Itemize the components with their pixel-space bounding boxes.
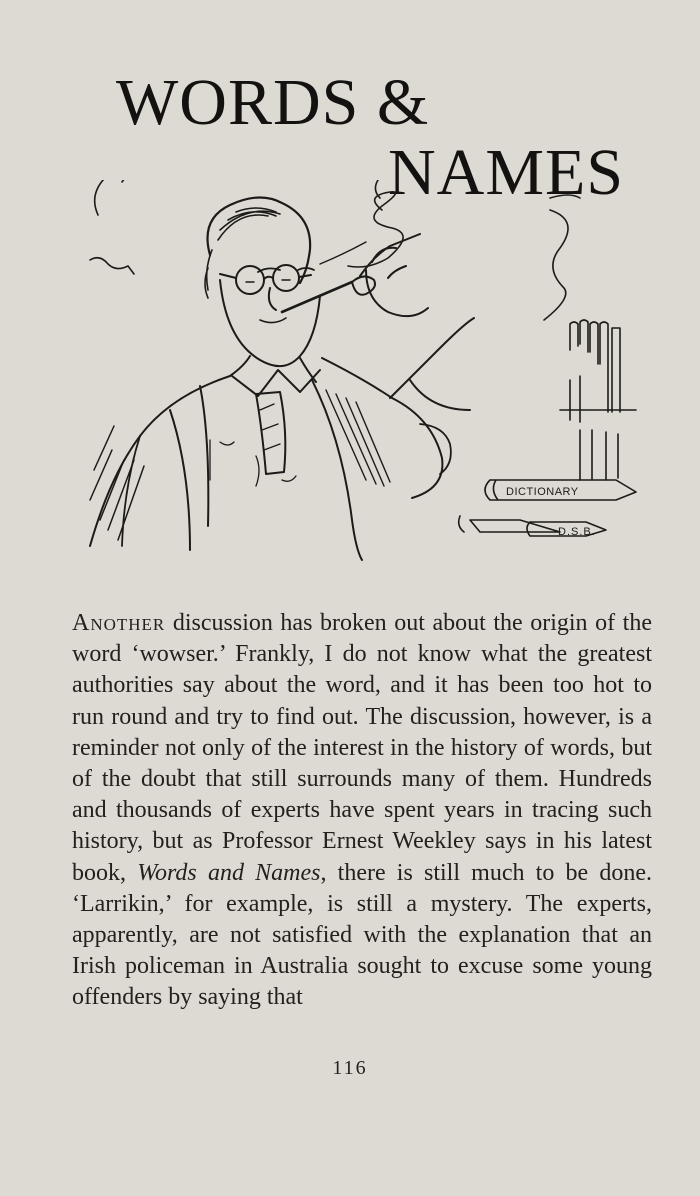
body-part-2: , there is still much to be done. ‘Larrikin,’ for example, is still a mystery. The experts, apparently, are not satisfied with the explanation that an Irish policeman in Australia sought to excuse some young offenders by saying that	[72, 859, 653, 1011]
artist-signature: D.S.B.	[558, 526, 596, 538]
smoke-wisps	[90, 180, 580, 320]
man-with-pipe-illustration	[60, 180, 660, 570]
lead-word: Another	[72, 610, 166, 636]
body-part-1: discussion has broken out about the origin of the word ‘wowser.’ Frankly, I do not know what the greatest authorities say about the word, and it has been too hot to run round and try to find out. The discussion, however, is a reminder not only of the interest in the history of words, but of the doubt that still surrounds many of them. Hundreds and thousands of experts have spent years in tracing such history, but as Professor Ernest Weekley says in his latest book,	[72, 610, 652, 886]
page-number: 116	[332, 1057, 368, 1079]
title-line-2: NAMES	[388, 136, 625, 209]
book-label-dictionary: DICTIONARY	[506, 486, 579, 498]
title-line-1: WORDS &	[116, 66, 430, 139]
book-title: Words and Names	[137, 859, 321, 886]
bookshelf	[459, 320, 636, 536]
article-body	[72, 608, 652, 1014]
